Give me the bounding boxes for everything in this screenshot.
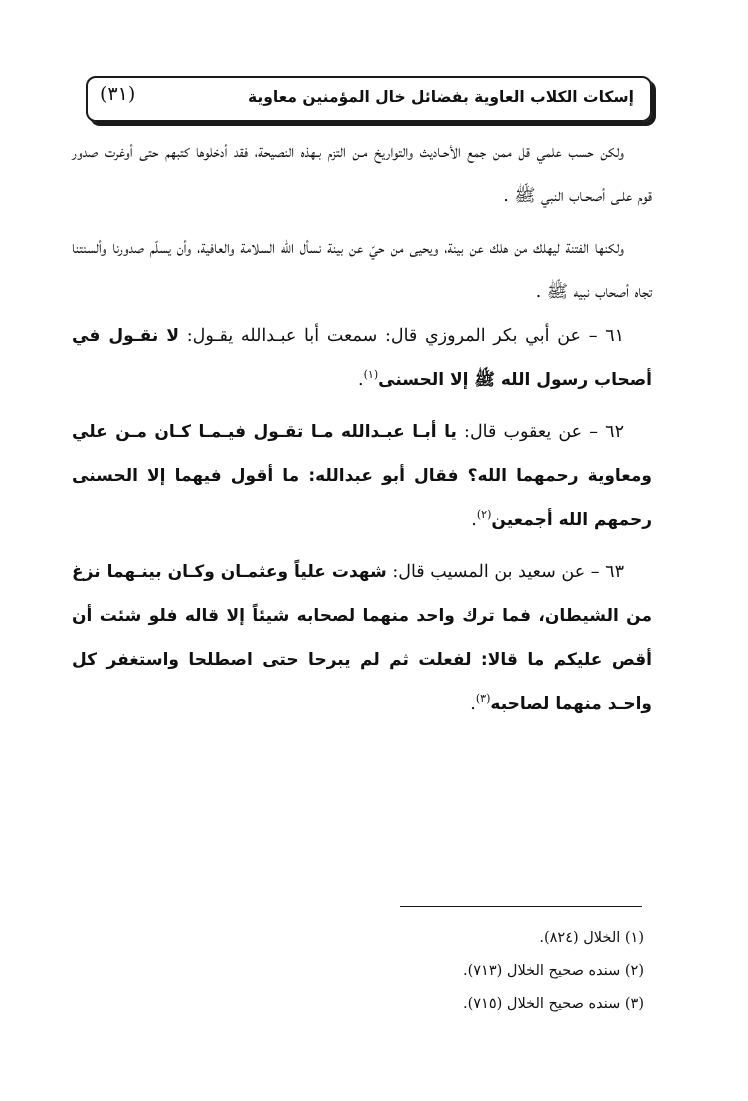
- hadith-62: [72, 410, 652, 542]
- footnote-2: (٢) سنده صحيح الخلال (٧١٣).: [462, 963, 644, 979]
- running-header: [86, 76, 652, 122]
- footnote-ref[interactable]: (٣): [475, 692, 491, 706]
- hadith-quote: لا نقـول في أصحاب رسول الله ﷺ إلا الحسنى: [72, 326, 652, 390]
- hadith-number: ٦٣ –: [585, 562, 624, 582]
- footnote-ref[interactable]: (١): [363, 368, 379, 382]
- main-text: [72, 130, 652, 726]
- hadith-61: [72, 314, 652, 402]
- hadith-number: ٦٢ –: [582, 422, 624, 442]
- book-title: إسكات الكلاب العاوية بفضائل خال المؤمنين معاوية: [247, 88, 634, 106]
- footnote-divider: [400, 906, 642, 907]
- hadith-quote: يا أبـا عبـدالله مـا تقـول فيـمـا كـان مـن علي ومعاوية رحمهما الله؟ فقال أبو عبدالله: ما أقول فيهما إلا الحسنى رحمهم الله أجمعين: [72, 422, 652, 530]
- hadith-intro: عن أبي بكر المروزي قال: سمعت أبا عبـدالله يقـول:: [178, 326, 581, 346]
- paragraph-2: ولكنها الفتنة ليهلك من هلك عن بينة، ويحيى من حيّ عن بينة نسأل الله السلامة والعافية، وأن يسلّم صدورنا وألسنتنا تجاه أصحاب نبيه ﷺ .: [72, 238, 652, 302]
- footnote-1: (١) الخلال (٨٢٤).: [539, 930, 644, 946]
- footnote-ref[interactable]: (٢): [476, 508, 492, 522]
- hadith-end: .: [358, 370, 364, 390]
- hadith-end: .: [471, 510, 477, 530]
- page-number: (٣١): [100, 83, 136, 105]
- footnotes: [344, 922, 644, 1021]
- hadith-63: [72, 550, 652, 726]
- hadith-intro: عن سعيد بن المسيب قال:: [386, 562, 586, 582]
- footnote-3: (٣) سنده صحيح الخلال (٧١٥).: [462, 996, 644, 1012]
- hadith-number: ٦١ –: [580, 326, 624, 346]
- hadith-quote: شهدت علياً وعثمـان وكـان بينـهما نزغ من الشيطان، فما ترك واحد منهما لصحابه شيئاً إلا قاله فلو شئت أن أقص عليكم ما قالا: لفعلت ثم لم يبرحا حتى اصطلحا واستغفر كل واحـد منهما لصاحبه: [72, 562, 652, 714]
- hadith-intro: عن يعقوب قال:: [456, 422, 583, 442]
- hadith-end: .: [470, 694, 476, 714]
- paragraph-1: ولكن حسب علمي قل ممن جمع الأحـاديث والتواريخ مـن التزم بـهذه النصيحة، فقد أدخلوها كتبهم حتى أوغرت صدور قوم علـى أصحـاب النبي ﷺ .: [72, 142, 652, 206]
